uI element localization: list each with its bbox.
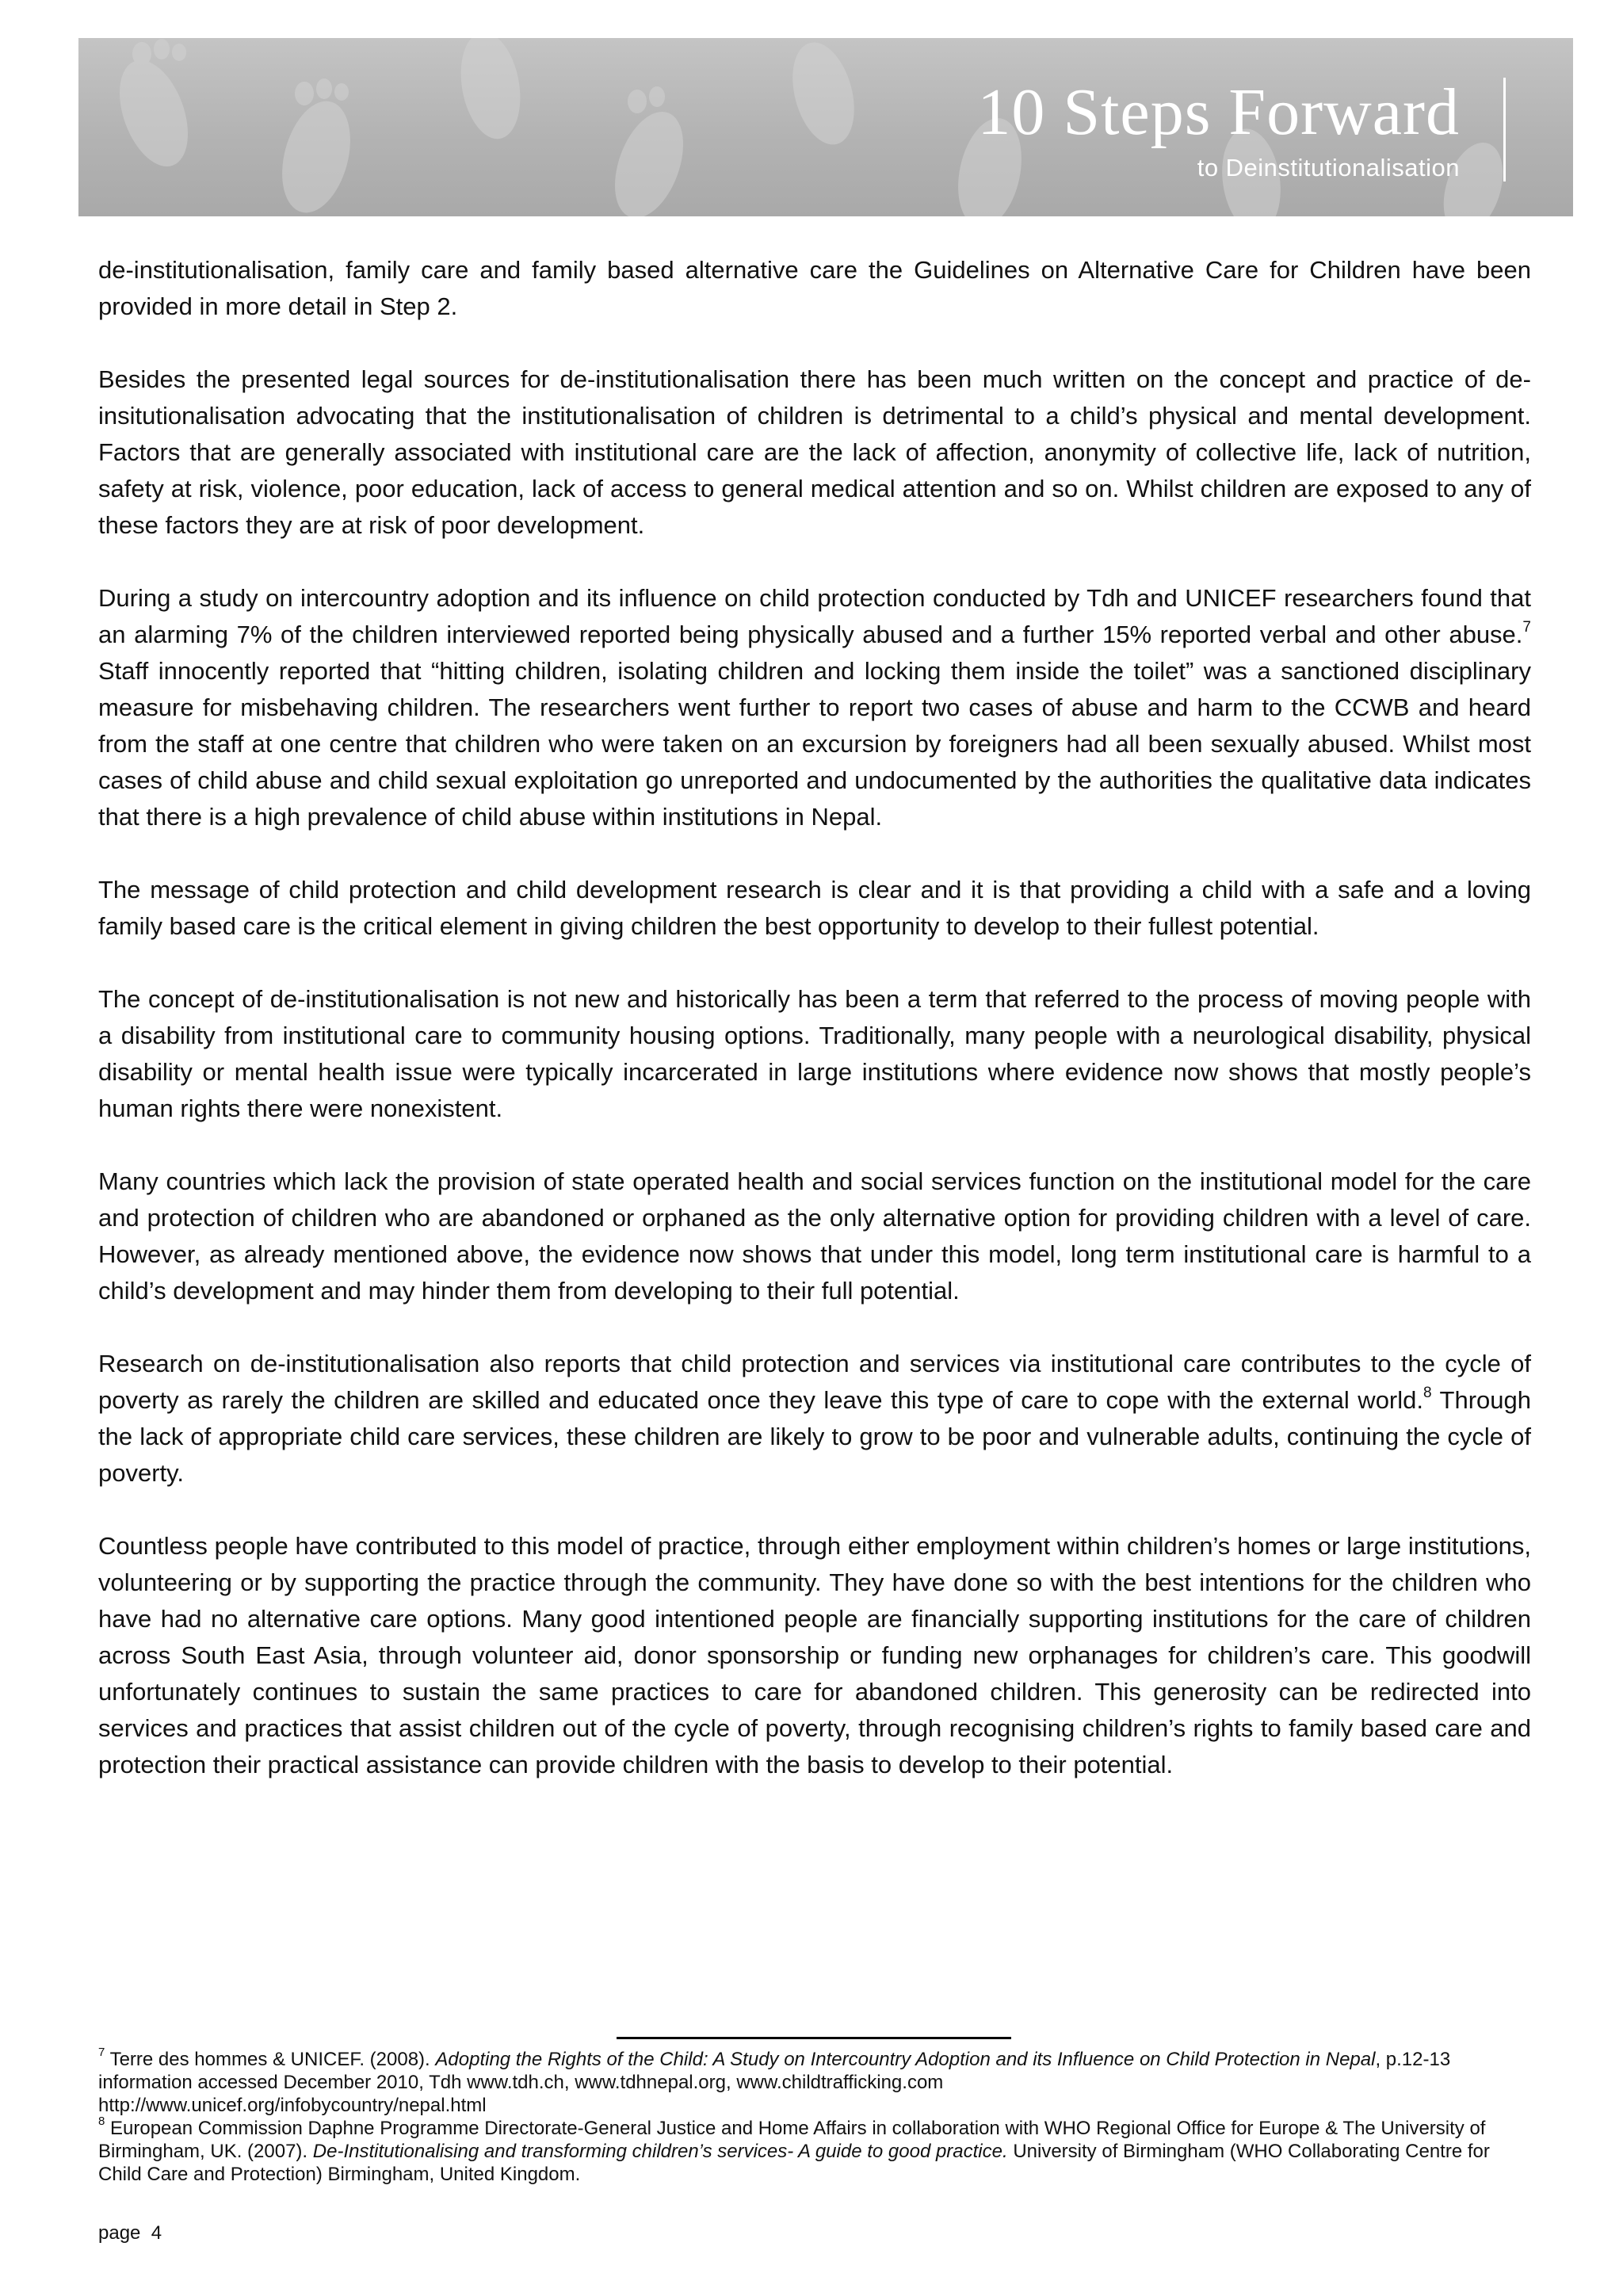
footnote-ref: 8 [1423,1384,1432,1401]
body-text [98,252,1531,1820]
footnotes [98,2048,1533,2186]
footnote-8: $^8$ European Commission Daphne Programme Directorate-General Justice and Home Affairs in collaboration with WHO Regional Office for Europe & The University of Birmingham, UK. (2007). De-Institutionalising and transforming children’s services- A guide to good practice. University of Birmingham (WHO Collaborating Centre for Child Care and Protection) Birmingham, United Kingdom. [98,2115,1490,2185]
banner-title: 10 Steps Forward [977,75,1460,149]
banner-subtitle: to Deinstitutionalisation [1197,154,1460,181]
footnote-divider [617,2037,1011,2039]
paragraph: The message of child protection and child development research is clear and it is that providing a child with a safe and a loving family based care is the critical element in giving children the best opportunity to develop to their fullest potential. [98,876,1531,940]
footnote-link[interactable]: http://www.unicef.org/infobycountry/nepal.html [98,2095,487,2116]
footnote-ref: 7 [1522,618,1531,636]
footnote-7: $^7$ Terre des hommes & UNICEF. (2008). Adopting the Rights of the Child: A Study on Intercountry Adoption and its Influence on Child Protection in Nepal, p.12-13 information accessed December 2010, Tdh www.tdh.ch, www.tdhnepal.org, www.childtrafficking.com http://www.unicef.org/infobycountry/nepal.html [98,2046,1451,2116]
paragraph: Besides the presented legal sources for de-institutionalisation there has been much written on the concept and practice of de- insitutionalisation advocating that the institutionalisation of children is detrimental to a child’s physical and mental development. Factors that are generally associated with institutional care are the lack of affection, anonymity of collective life, lack of nutrition, safety at risk, violence, poor education, lack of access to general medical attention and so on. Whilst children are exposed to any of these factors they are at risk of poor development. [98,365,1531,539]
footnote-title: Adopting the Rights of the Child: A Study on Intercountry Adoption and its Influence on Child Protection in Nepal [435,2049,1376,2070]
page-number: page 4 [98,2222,162,2244]
footnote-title: De-Institutionalising and transforming children’s services- A guide to good practice. [312,2141,1008,2162]
banner-divider [1503,78,1506,181]
paragraph: During a study on intercountry adoption and its influence on child protection conducted by Tdh and UNICEF researchers found that an alarming 7% of the children interviewed reported being physically abused and a further 15% reported verbal and other abuse.$^7$ Staff innocently reported that “hitting children, isolating children and locking them inside the toilet” was a sanctioned disciplinary measure for misbehaving children. The researchers went further to report two cases of abuse and harm to the CCWB and heard from the staff at one centre that children who were taken on an excursion by foreigners had all been sexually abused. Whilst most cases of child abuse and child sexual exploitation go unreported and undocumented by the authorities the qualitative data indicates that there is a high prevalence of child abuse within institutions in Nepal. [98,584,1531,831]
paragraph: Countless people have contributed to this model of practice, through either employment within children’s homes or large institutions, volunteering or by supporting the practice through the community. They have done so with the best intentions for the children who have had no alternative care options. Many good intentioned people are financially supporting institutions for the care of children across South East Asia, through volunteer aid, donor sponsorship or funding new orphanages for children’s care. This goodwill unfortunately continues to sustain the same practices to care for abandoned children. This generosity can be redirected into services and practices that assist children out of the cycle of poverty, through recognising children’s rights to family based care and protection their practical assistance can provide children with the basis to develop to their potential. [98,1532,1531,1778]
header-banner [78,38,1573,216]
paragraph: Many countries which lack the provision of state operated health and social services function on the institutional model for the care and protection of children who are abandoned or orphaned as the only alternative option for providing children with a level of care. However, as already mentioned above, the evidence now shows that under this model, long term institutional care is harmful to a child’s development and may hinder them from developing to their full potential. [98,1167,1531,1305]
paragraph: de-institutionalisation, family care and family based alternative care the Guidelines on Alternative Care for Children have been provided in more detail in Step 2. [98,256,1531,320]
paragraph: The concept of de-institutionalisation is not new and historically has been a term that referred to the process of moving people with a disability from institutional care to community housing options. Traditionally, many people with a neurological disability, physical disability or mental health issue were typically incarcerated in large institutions where evidence now shows that mostly people’s human rights there were nonexistent. [98,985,1531,1122]
paragraph: Research on de-institutionalisation also reports that child protection and services via institutional care contributes to the cycle of poverty as rarely the children are skilled and educated once they leave this type of care to cope with the external world.$^8$ Through the lack of appropriate child care services, these children are likely to grow to be poor and vulnerable adults, continuing the cycle of poverty. [98,1350,1532,1487]
